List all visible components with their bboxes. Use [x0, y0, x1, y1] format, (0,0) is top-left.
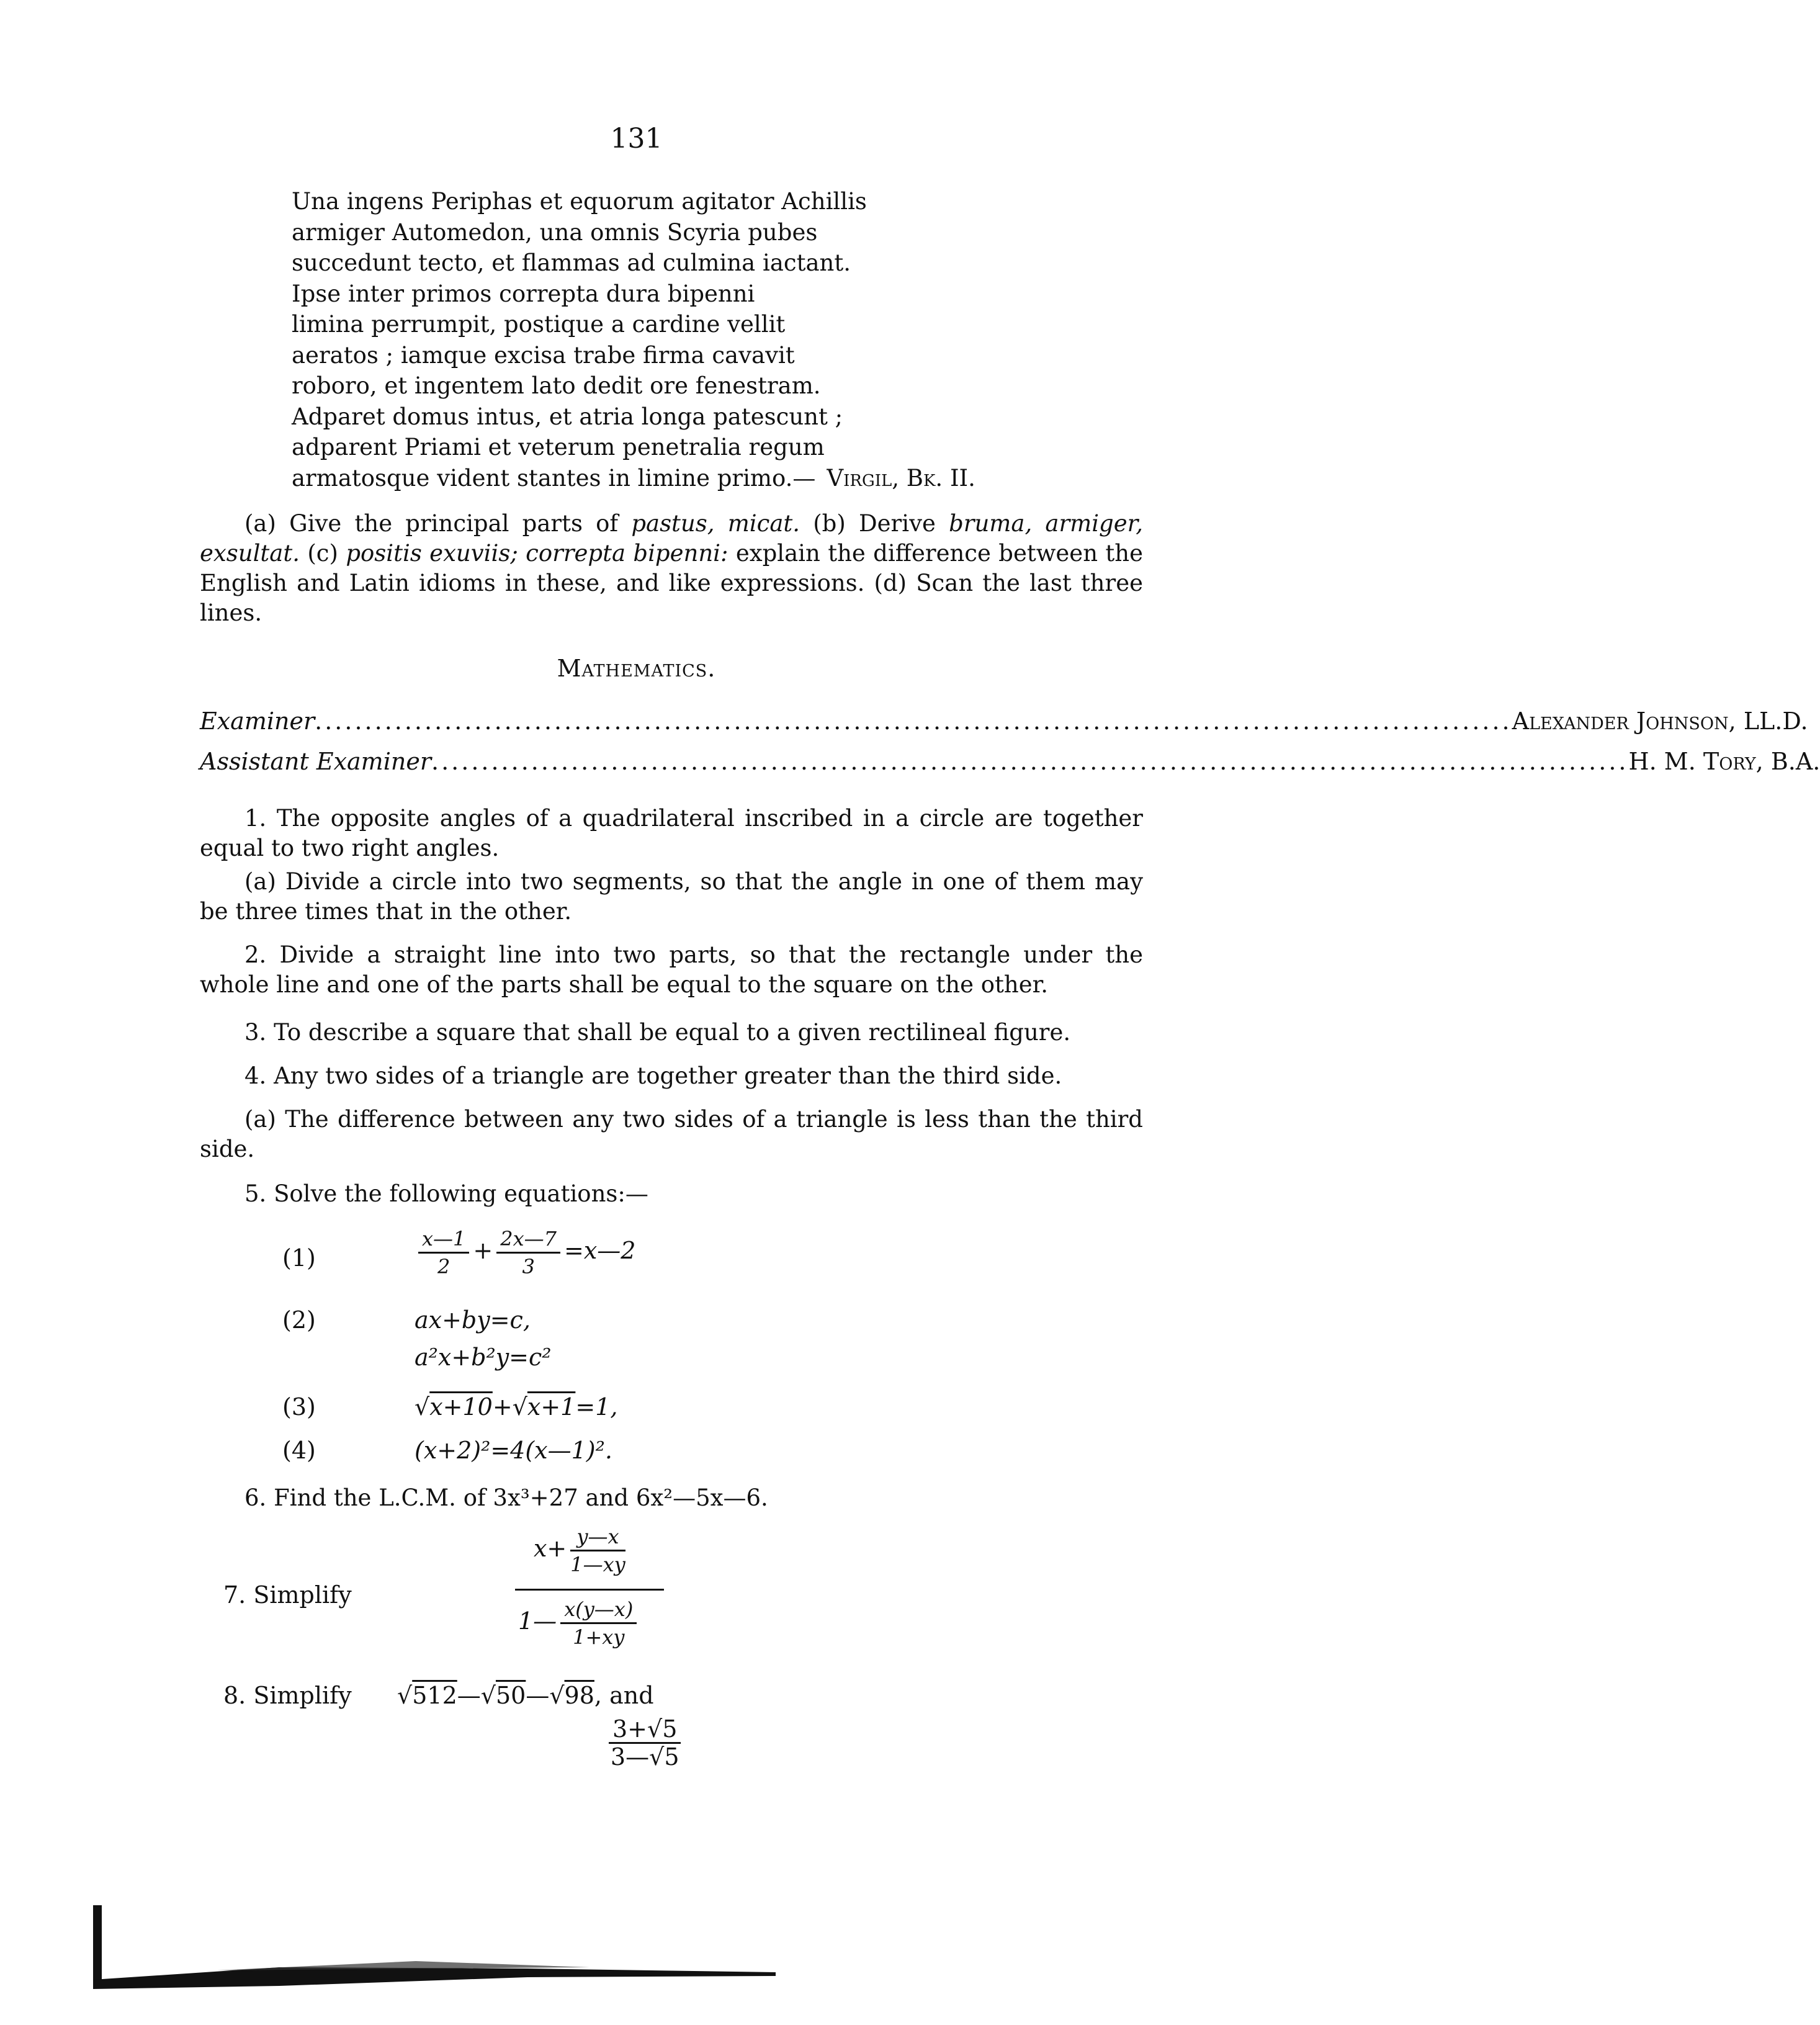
- part-label: (a): [244, 510, 276, 537]
- question-text: Give the principal parts of: [289, 510, 619, 537]
- poem-line: Una ingens Periphas et equorum agitator Achillis: [292, 188, 867, 215]
- poem-line: limina perrumpit, postique a cardine vellit: [292, 311, 786, 338]
- q1a-text: (a) Divide a circle into two segments, so that the angle in one of them may be three times that in the other.: [200, 868, 1143, 925]
- assistant-role: Assistant Examiner: [200, 748, 431, 775]
- poem-line: succedunt tecto, et flammas ad culmina iactant.: [292, 249, 851, 276]
- question-6: [200, 1483, 1143, 1513]
- assistant-name: H. M. Tory, B.A.: [1628, 748, 1820, 775]
- latin-question: [200, 509, 1143, 628]
- latin-words: positis exuviis; correpta bipenni:: [346, 540, 728, 567]
- question-text: Scan the last three lines.: [200, 570, 1143, 626]
- q7-bottom: 1— $\frac{x(y—x)}{1+xy}$: [518, 1596, 640, 1650]
- q7-top: x+ $\frac{y—x}{1—xy}$: [534, 1525, 625, 1576]
- poem-line: Ipse inter primos correpta dura bipenni: [292, 280, 755, 307]
- scan-edge-artifact: [93, 1899, 807, 1992]
- q3-text: 3. To describe a square that shall be equal to a given rectilineal figure.: [244, 1019, 1071, 1046]
- question-3: [200, 1018, 1143, 1048]
- q4-text: 4. Any two sides of a triangle are together greater than the third side.: [244, 1062, 1062, 1089]
- question-text: Derive: [859, 510, 936, 537]
- equation-3: √x+10+√x+1=1,: [415, 1393, 618, 1421]
- q8-expression: √512—√50—√98, and: [397, 1682, 654, 1709]
- part-label: (c): [307, 540, 338, 567]
- latin-passage: [292, 186, 1148, 493]
- poem-line: adparent Priami et veterum penetralia regum: [292, 434, 825, 460]
- q7-label: 7. Simplify: [223, 1581, 352, 1609]
- poem-line: armiger Automedon, una omnis Scyria pubes: [292, 218, 818, 246]
- question-text: explain the difference between the English and Latin idioms in these, and like expressions.: [200, 540, 1143, 596]
- equation-2a: ax+by=c,: [415, 1306, 531, 1334]
- poem-line: Adparet domus intus, et atria longa patescunt ;: [292, 403, 843, 430]
- poem-line: roboro, et ingentem lato dedit ore fenestram.: [292, 372, 821, 399]
- q1-text: 1. The opposite angles of a quadrilateral inscribed in a circle are together equal to two right angles.: [200, 805, 1143, 861]
- fraction-bar: [515, 1589, 664, 1591]
- poem-line: aeratos ; iamque excisa trabe firma cavavit: [292, 341, 795, 369]
- page-number: 131: [610, 123, 663, 155]
- equation-2b: a²x+b²y=c²: [415, 1344, 552, 1371]
- question-2: [200, 940, 1143, 1000]
- eq-label: (2): [282, 1306, 316, 1334]
- part-label: (b): [813, 510, 846, 537]
- q6-text: 6. Find the L.C.M. of 3x³+27 and 6x²—5x—6.: [244, 1484, 768, 1511]
- fraction: $\frac{2x—7}{3}$: [496, 1226, 560, 1280]
- assistant-examiner-line: [200, 748, 1820, 775]
- q8-label: 8. Simplify: [223, 1682, 352, 1709]
- eq-label: (4): [282, 1437, 316, 1464]
- latin-words: pastus, micat.: [631, 510, 800, 537]
- part-label: (d): [874, 570, 907, 596]
- q2-text: 2. Divide a straight line into two parts, so that the rectangle under the whole line and one of the parts shall be equal to the square on the other.: [200, 941, 1143, 998]
- q8-fraction: [605, 1716, 684, 1770]
- fraction: $\frac{x(y—x)}{1+xy}$: [560, 1596, 637, 1650]
- eq-label: (3): [282, 1393, 316, 1421]
- examiner-name: Alexander Johnson, LL.D.: [1512, 707, 1808, 735]
- leader-dots: ........................................................................................................................: [431, 748, 1629, 775]
- leader-dots: ........................................................................................................................: [315, 707, 1512, 735]
- q5-text: 5. Solve the following equations:—: [244, 1180, 648, 1207]
- q4a-text: (a) The difference between any two sides of a triangle is less than the third side.: [200, 1106, 1143, 1162]
- section-heading: Mathematics.: [557, 655, 716, 682]
- latin-question-text: [200, 509, 1143, 628]
- equation-1: $\frac{x—1}{2}$ + $\frac{2x—7}{3}$ =x—2: [415, 1226, 635, 1280]
- question-5: [200, 1179, 1143, 1209]
- examiner-role: Examiner: [200, 707, 315, 735]
- poem-last-line: [292, 463, 1148, 494]
- eq-label: (1): [282, 1244, 316, 1272]
- question-1: [200, 804, 1143, 863]
- fraction: $\frac{x—1}{2}$: [418, 1226, 469, 1280]
- citation: Virgil, Bk. II.: [827, 464, 975, 492]
- question-4: [200, 1061, 1143, 1091]
- examiner-line: [200, 707, 1808, 735]
- poem-line: armatosque vident stantes in limine primo.—: [292, 464, 816, 492]
- question-4a: [200, 1105, 1143, 1164]
- latin-words: bruma, armiger, exsultat.: [200, 510, 1144, 567]
- question-1a: [200, 867, 1143, 927]
- fraction: $\frac{3+√5}{3—√5}$: [609, 1716, 681, 1770]
- equation-4: (x+2)²=4(x—1)².: [415, 1437, 612, 1464]
- fraction: $\frac{y—x}{1—xy}$: [570, 1525, 625, 1576]
